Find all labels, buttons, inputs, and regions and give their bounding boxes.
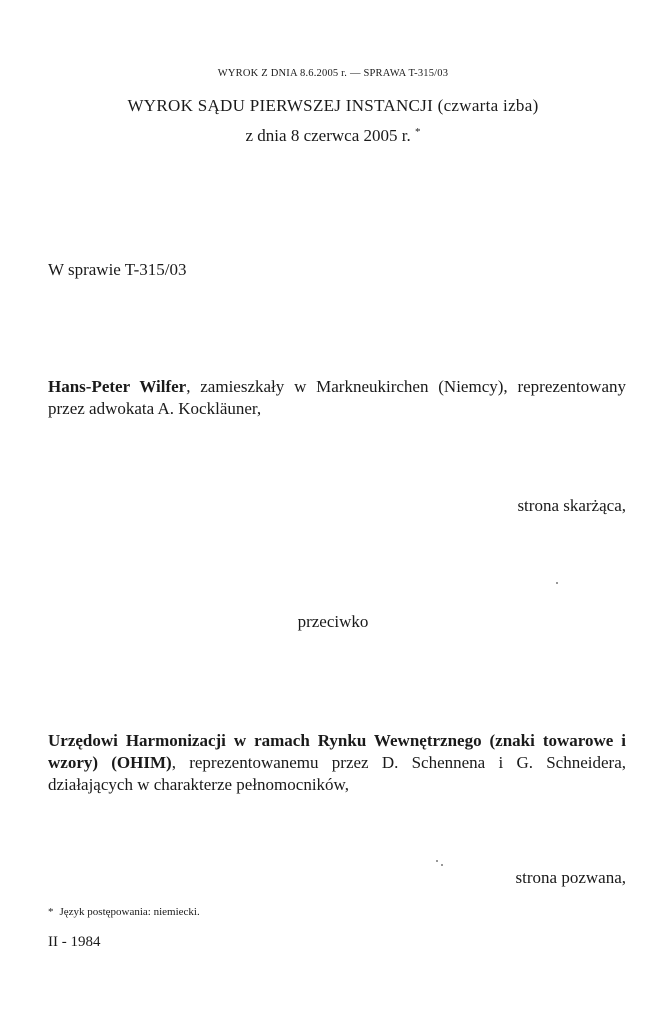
applicant-details: , zamieszkały w Markneukirchen (Niemcy), reprezentowany przez adwokata A. Kockläuner,: [48, 377, 626, 418]
footnote-reference: *: [414, 126, 421, 138]
scan-speck: [436, 860, 438, 862]
judgment-date-text: z dnia 8 czerwca 2005 r.: [245, 126, 411, 145]
defendant-role: strona pozwana,: [515, 868, 626, 887]
judgment-date: [0, 126, 666, 146]
applicant-name: Hans-Peter Wilfer: [48, 377, 187, 396]
judgment-title: WYROK SĄDU PIERWSZEJ INSTANCJI (czwarta izba): [127, 96, 539, 115]
scan-speck: [556, 582, 558, 584]
defendant-name: Urzędowi Harmonizacji w ramach Rynku Wewnętrznego (znaki towarowe i wzory) (OHIM): [48, 731, 626, 772]
page-number: II - 1984: [48, 934, 101, 950]
footnote-mark: *: [48, 906, 54, 918]
versus-label: przeciwko: [297, 612, 369, 631]
running-header: WYROK Z DNIA 8.6.2005 r. — SPRAWA T-315/03: [217, 68, 449, 79]
footnote: [48, 906, 200, 918]
case-reference: W sprawie T-315/03: [48, 260, 187, 279]
applicant-role: strona skarżąca,: [517, 496, 626, 515]
footnote-text: Język postępowania: niemiecki.: [59, 906, 200, 918]
scan-speck: [441, 864, 443, 866]
defendant-block: [48, 730, 626, 796]
defendant-details: , reprezentowanemu przez D. Schennena i G. Schneidera, działających w charakterze pełnomocników,: [48, 753, 626, 794]
applicant-block: [48, 376, 626, 420]
